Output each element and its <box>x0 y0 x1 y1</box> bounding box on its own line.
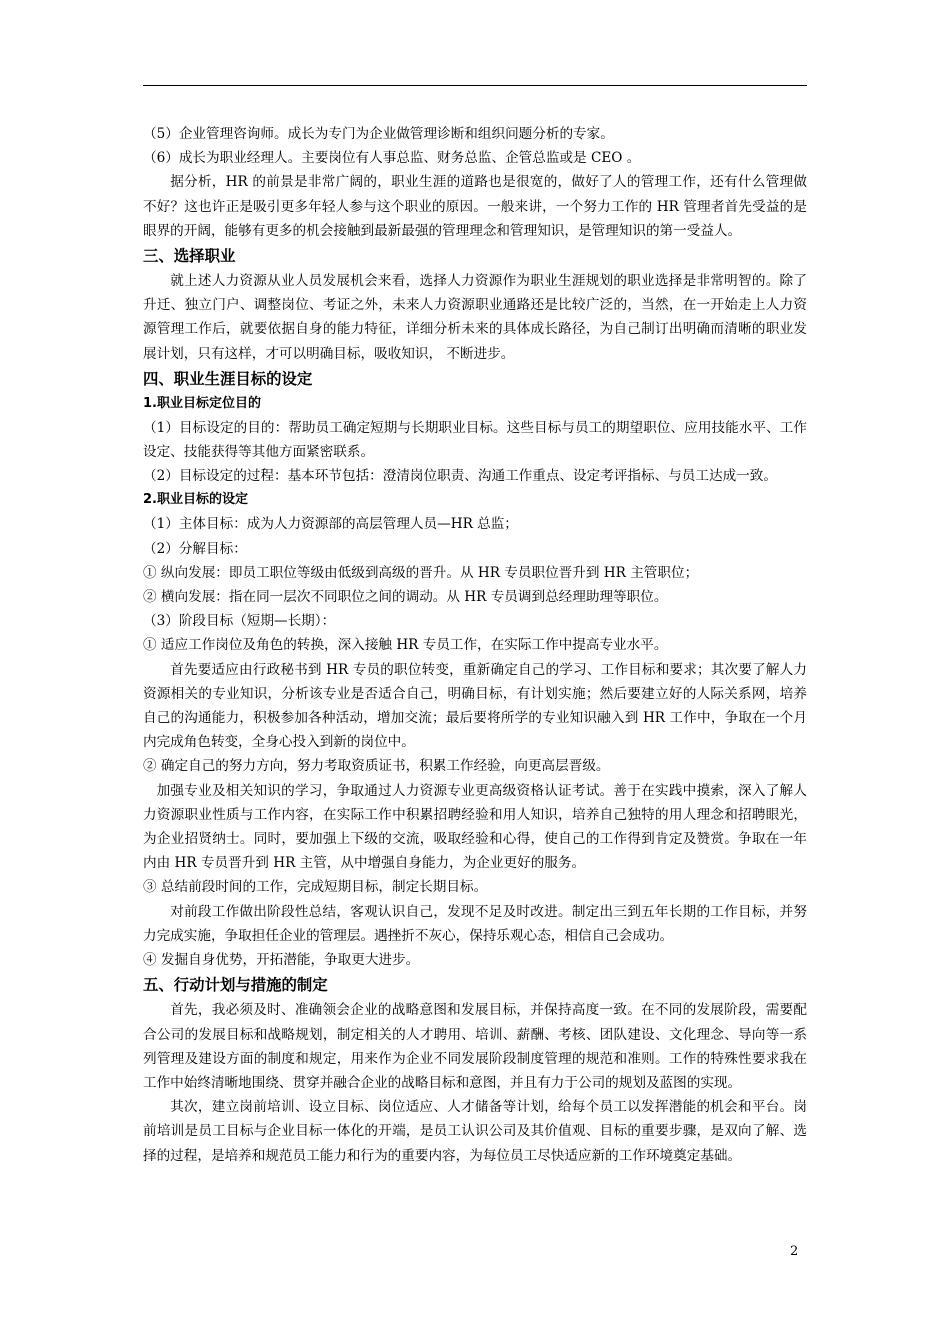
paragraph: （6）成长为职业经理人。主要岗位有人事总监、财务总监、企管总监或是 CEO 。 <box>143 150 641 167</box>
paragraph: 首先要适应由行政秘书到 HR 专员的职位转变，重新确定自己的学习、工作目标和要求；其次要了解人力资源相关的专业知识，分析该专业是否适合自己，明确目标，有计划实施；然后要建立好的人际关系网，培养自己的沟通能力，积极参加各种活动，增加交流；最后要将所学的专业知识融入到 HR 工作中，争取在一个月内完成角色转变，全身心投入到新的岗位中。 <box>143 661 807 751</box>
paragraph: （2）目标设定的过程：基本环节包括：澄清岗位职责、沟通工作重点、设定考评指标、与员工达成一致。 <box>143 468 777 485</box>
paragraph: ② 确定自己的努力方向，努力考取资质证书，积累工作经验，向更高层晋级。 <box>143 758 610 775</box>
paragraph: 对前段工作做出阶段性总结，客观认识自己，发现不足及时改进。制定出三到五年长期的工作目标，并努力完成实施，争取担任企业的管理层。遇挫折不灰心，保持乐观心态，相信自己会成功。 <box>143 903 807 944</box>
section-heading: 五、行动计划与措施的制定 <box>143 976 328 995</box>
paragraph: （1）目标设定的目的：帮助员工确定短期与长期职业目标。这些目标与员工的期望职位、应用技能水平、工作设定、技能获得等其他方面紧密联系。 <box>143 419 807 461</box>
paragraph: ④ 发掘自身优势，开拓潜能，争取更大进步。 <box>143 952 420 969</box>
section-heading: 四、职业生涯目标的设定 <box>143 369 313 388</box>
subsection-heading: 2.职业目标的设定 <box>143 492 248 508</box>
paragraph: 就上述人力资源从业人员发展机会来看，选择人力资源作为职业生涯规划的职业选择是非常明智的。除了升迁、独立门户、调整岗位、考证之外，未来人力资源职业通路还是比较广泛的，当然，在一开始走上人力资源管理工作后，就要依据自身的能力特征，详细分析未来的具体成长路径，为自己制订出明确而清晰的职业发展计划，只有这样，才可以明确目标，吸收知识， 不断进步。 <box>143 273 807 362</box>
paragraph: （1）主体目标：成为人力资源部的高层管理人员—HR 总监； <box>143 516 518 533</box>
paragraph: （2）分解目标： <box>143 540 247 557</box>
header-rule <box>143 85 807 86</box>
paragraph: 据分析，HR 的前景是非常广阔的，职业生涯的道路也是很宽的，做好了人的管理工作，还有什么管理做不好？这也许正是吸引更多年轻人参与这个职业的原因。一般来讲，一个努力工作的 HR 管理者首先受益的是眼界的开阔，能够有更多的机会接触到最新最强的管理理念和管理知识，是管理知识的第一受益人。 <box>143 174 807 239</box>
paragraph: 加强专业及相关知识的学习，争取通过人力资源专业更高级资格认证考试。善于在实践中摸索，深入了解人力资源职业性质与工作内容，在实际工作中积累招聘经验和用人知识，培养自己独特的用人理念和招聘眼光，为企业招贤纳士。同时，要加强上下级的交流，吸取经验和心得，使自己的工作得到肯定及赞赏。争取在一年内由 HR 专员晋升到 HR 主管，从中增强自身能力，为企业更好的服务。 <box>143 782 807 872</box>
paragraph: （5）企业管理咨询师。成长为专门为企业做管理诊断和组织问题分析的专家。 <box>143 126 614 142</box>
document-body <box>143 122 807 1168</box>
paragraph: 首先，我必须及时、准确领会企业的战略意图和发展目标，并保持高度一致。在不同的发展阶段，需要配合公司的发展目标和战略规划，制定相关的人才聘用、培训、薪酬、考核、团队建设、文化理念、导向等一系列管理及建设方面的制度和规定，用来作为企业不同发展阶段制度管理的规范和准则。工作的特殊性要求我在工作中始终清晰地围绕、贯穿并融合企业的战略目标和意图，并且有力于公司的规划及蓝图的实现。 <box>143 1002 807 1091</box>
paragraph: ③ 总结前段时间的工作，完成短期目标，制定长期目标。 <box>143 879 488 896</box>
paragraph: ① 适应工作岗位及角色的转换，深入接触 HR 专员工作，在实际工作中提高专业水平。 <box>143 637 668 654</box>
page-number: 2 <box>790 1244 799 1259</box>
paragraph: ② 横向发展：指在同一层次不同职位之间的调动。从 HR 专员调到总经理助理等职位。 <box>143 589 668 606</box>
paragraph: ① 纵向发展：即员工职位等级由低级到高级的晋升。从 HR 专员职位晋升到 HR 主管职位； <box>143 564 699 581</box>
paragraph: 其次，建立岗前培训、设立目标、岗位适应、人才储备等计划，给每个员工以发挥潜能的机会和平台。岗前培训是员工目标与企业目标一体化的开端，是员工认识公司及其价值观、目标的重要步骤，是双向了解、选择的过程，是培养和规范员工能力和行为的重要内容，为每位员工尽快适应新的工作环境奠定基础。 <box>143 1099 807 1164</box>
paragraph: （3）阶段目标（短期—长期）： <box>143 613 336 630</box>
subsection-heading: 1.职业目标定位目的 <box>143 395 261 411</box>
section-heading: 三、选择职业 <box>143 247 236 266</box>
